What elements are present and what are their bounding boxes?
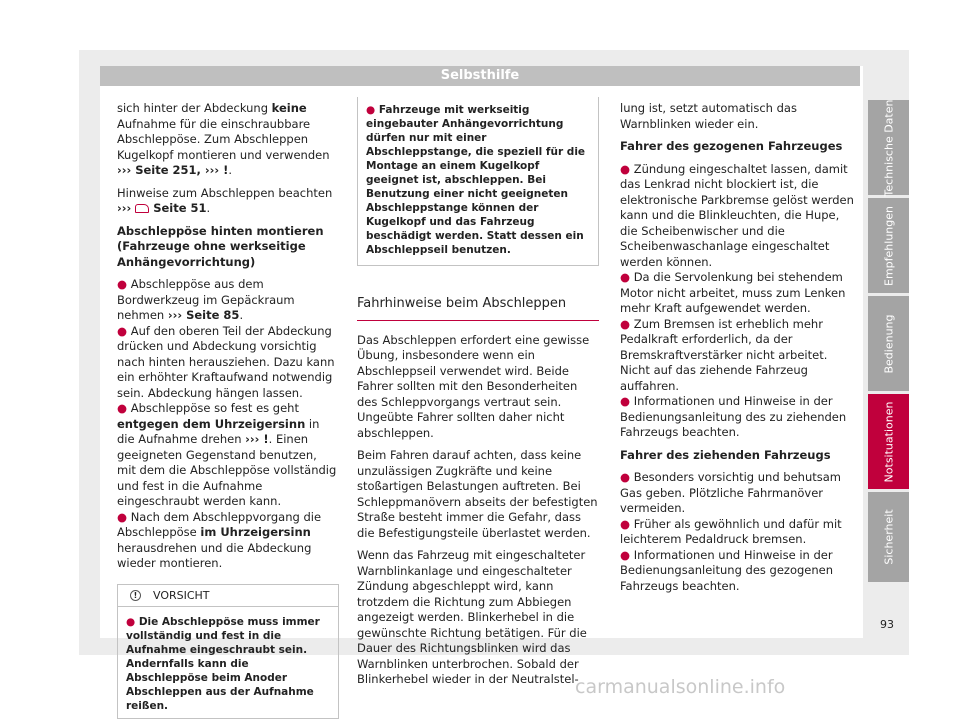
list-item: ● Informationen und Hinweise in der Bedienungsanleitung des gezogenen Fahrzeugs beachten. <box>620 547 834 593</box>
paragraph: Das Abschleppen erfordert eine gewisse Übung, insbesondere wenn ein Abschleppseil verwendet wird. Beide Fahrer sollten mit den Besonderheiten des Schleppvorgangs vertraut sein. Ungeübte Fahrer sollten daher nicht abschleppen. <box>357 332 590 440</box>
bullet-icon: ● <box>117 509 128 524</box>
bullet-icon: ● <box>620 470 631 484</box>
caution-text: ● Die Abschleppöse muss immer vollständig und fest in die Aufnahme eingeschraubt sein. Andernfalls kann die Abschleppöse beim Anoder Abschleppen aus der Aufnahme reißen. <box>126 615 320 712</box>
bullet-icon: ● <box>117 401 128 415</box>
paragraph: sich hinter der Abdeckung keine Aufnahme für die einschraubbare Abschleppöse. Zum Abschleppen Kugelkopf montieren und verwenden ››› Seite 251, ››› !. <box>117 101 330 177</box>
column-3 <box>620 101 859 594</box>
warning-icon: ! <box>223 163 229 177</box>
watermark: carmanualsonline.info <box>575 676 786 698</box>
list-item: ● Da die Servolenkung bei stehendem Motor nicht arbeitet, muss zum Lenken mehr Kraft aufgewendet werden. <box>620 270 846 315</box>
bullet-icon: ● <box>117 277 128 291</box>
page-header: Selbsthilfe <box>100 66 860 86</box>
list-item: ● Früher als gewöhnlich und dafür mit leichterem Pedaldruck bremsen. <box>620 516 842 546</box>
bullet-icon: ● <box>620 547 631 562</box>
caution-header: ! VORSICHT <box>118 585 338 607</box>
list-item: ● Zündung eingeschaltet lassen, damit das Lenkrad nicht blockiert ist, die elektronische Parkbremse gelöst werden kann und die Blinkleuchten, die Hupe, die Scheibenwischer und die Scheibenwaschanlage eingeschaltet werden können. <box>620 161 854 269</box>
car-icon <box>135 204 149 213</box>
column-1 <box>117 101 339 719</box>
paragraph: lung ist, setzt automatisch das Warnblinken wieder ein. <box>620 101 797 131</box>
bullet-icon: ● <box>126 615 136 628</box>
bullet-icon: ● <box>620 270 631 284</box>
paragraph: Hinweise zum Abschleppen beachten ››› Seite 51. <box>117 185 333 215</box>
bullet-icon: ● <box>620 161 631 176</box>
subheading: Fahrer des gezogenen Fahrzeuges <box>620 139 843 153</box>
tab-empfehlungen[interactable]: Empfehlungen <box>868 198 909 293</box>
bullet-icon: ● <box>117 323 128 338</box>
tab-bedienung[interactable]: Bedienung <box>868 296 909 391</box>
page-reference-link[interactable]: ››› Seite 85 <box>167 308 240 322</box>
list-item: ● Zum Bremsen ist erheblich mehr Pedalkraft erforderlich, da der Bremskraftverstärker nicht arbeitet. Nicht auf das ziehende Fahrzeug auffahren. <box>620 316 828 393</box>
caution-icon: ! <box>130 590 141 601</box>
page-number: 93 <box>880 618 894 631</box>
section-title: Fahrhinweise beim Abschleppen <box>357 296 599 321</box>
page-reference-link[interactable]: ››› <box>245 432 264 446</box>
list-item: ● Auf den oberen Teil der Abdeckung drücken und Abdeckung vorsichtig nach hinten herausziehen. Dazu kann ein erhöhter Kraftaufwand notwendig sein. Abdeckung hängen lassen. <box>117 323 335 400</box>
column-2 <box>357 101 599 695</box>
subheading: Fahrer des ziehenden Fahrzeugs <box>620 447 831 462</box>
caution-box <box>117 584 339 719</box>
section-heading: Abschleppöse hinten montieren (Fahrzeuge ohne werkseitige Anhängevorrichtung) <box>117 223 324 269</box>
caution-box-continued: ● Fahrzeuge mit werkseitig eingebauter Anhängevorrichtung dürfen nur mit einer Abschleppstange, die speziell für die Montage an einem Kugelkopf geeignet ist, abschleppen. Bei Benutzung einer nicht geeigneten Abschleppstange können der Kugelkopf und das Fahrzeug beschädigt werden. Statt dessen ein Abschleppseil benutzen. <box>357 97 599 266</box>
bullet-icon: ● <box>620 394 631 408</box>
list-item: ● Abschleppöse aus dem Bordwerkzeug im Gepäckraum nehmen ››› Seite 85. <box>117 277 295 322</box>
bullet-icon: ● <box>620 516 631 531</box>
warning-icon: ! <box>263 432 269 446</box>
tab-notsituationen[interactable]: Notsituationen <box>868 394 909 489</box>
bullet-icon: ● <box>620 316 631 331</box>
tab-sicherheit[interactable]: Sicherheit <box>868 492 909 582</box>
page-reference-link[interactable]: Seite 51 <box>153 201 207 215</box>
list-item: ● Abschleppöse so fest es geht entgegen dem Uhrzeigersinn in die Aufnahme drehen ››› !. Einen geeigneten Gegenstand benutzen, mit dem die Abschleppöse vollständig und fest in die Aufnahme eingeschraubt werden kann. <box>117 401 337 508</box>
list-item: ● Nach dem Abschleppvorgang die Abschleppöse im Uhrzeigersinn herausdrehen und die Abdeckung wieder montieren. <box>117 509 322 570</box>
list-item: ● Besonders vorsichtig und behutsam Gas geben. Plötzliche Fahrmanöver vermeiden. <box>620 470 841 515</box>
paragraph: Beim Fahren darauf achten, dass keine unzulässigen Zugkräfte und keine stoßartigen Belastungen auftreten. Bei Schleppmanövern abseits der befestigten Straße besteht immer die Gefahr, dass die Befestigungsteile überlastet werden. <box>357 448 598 540</box>
bullet-icon: ● <box>366 104 376 116</box>
tab-technische-daten[interactable]: Technische Daten <box>868 100 909 195</box>
page-reference-link[interactable]: ››› Seite 251, ››› <box>117 163 224 177</box>
list-item: ● Informationen und Hinweise in der Bedienungsanleitung des zu ziehenden Fahrzeugs beachten. <box>620 394 847 439</box>
paragraph: Wenn das Fahrzeug mit eingeschalteter Warnblinkanlage und eingeschalteter Zündung abgeschleppt wird, kann trotzdem die Richtung zum Abbiegen angezeigt werden. Blinkerhebel in die gewünschte Richtung betätigen. Für die Dauer des Richtungsblinken wird das Warnblinken unterbrochen. Sobald der Blinkerhebel wieder in der Neutralstel- <box>357 548 587 686</box>
